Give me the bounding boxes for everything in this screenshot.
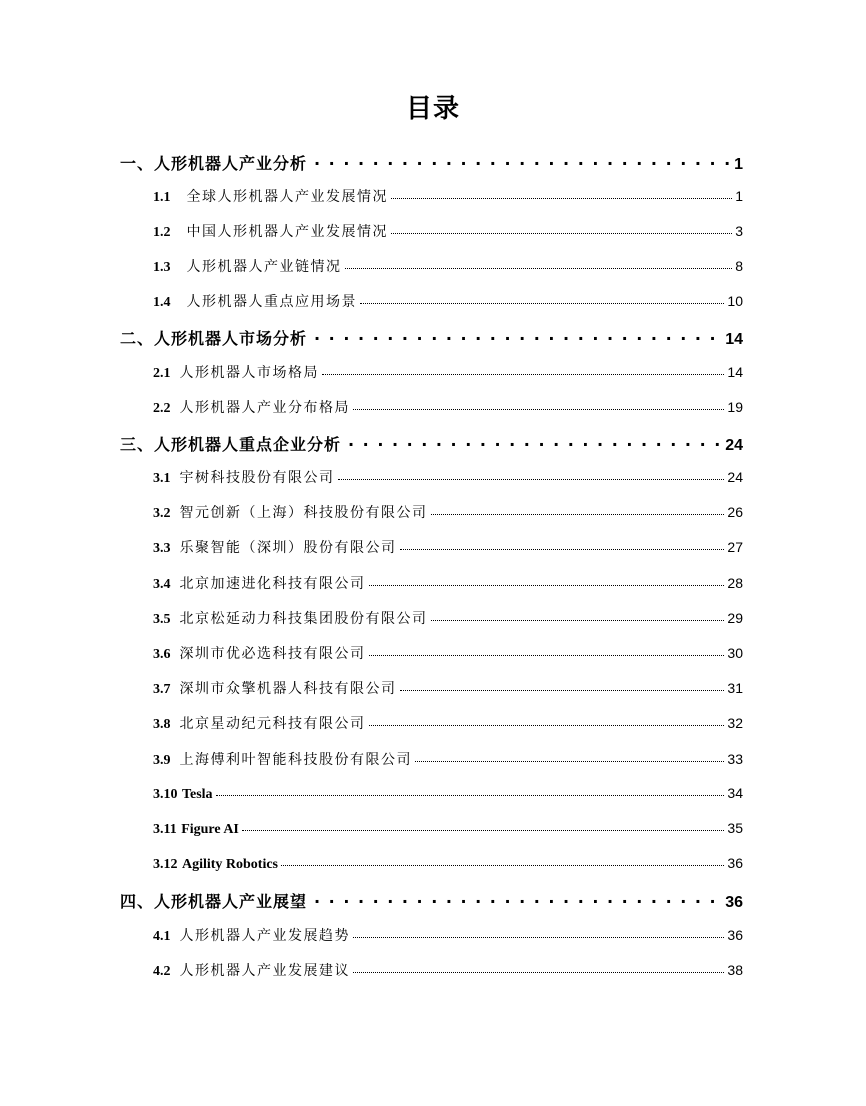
toc-entry-2-1[interactable] — [153, 362, 743, 382]
dot-leader — [216, 784, 725, 798]
dot-leader — [369, 714, 725, 728]
page-number: 33 — [727, 751, 743, 767]
page-number: 30 — [727, 645, 743, 661]
dot-leader — [310, 153, 731, 169]
toc-entry-2-2[interactable] — [153, 397, 743, 417]
entry-label: Tesla — [181, 787, 213, 802]
dot-leader — [353, 398, 724, 412]
page-number: 36 — [727, 855, 743, 871]
dot-leader — [369, 574, 725, 588]
toc-entry-3-5[interactable] — [153, 608, 743, 628]
dot-leader — [391, 222, 732, 236]
entry-label: 北京星动纪元科技有限公司 — [179, 716, 366, 732]
page-number: 26 — [727, 504, 743, 520]
section-label: 三、人形机器人重点企业分析 — [120, 435, 342, 454]
page-number: 36 — [727, 927, 743, 943]
dot-leader — [400, 538, 725, 552]
entry-number: 1.1 — [153, 190, 171, 205]
dot-leader — [322, 363, 724, 377]
entry-label: 人形机器人重点应用场景 — [186, 294, 357, 310]
toc-entry-3-11[interactable] — [153, 819, 743, 838]
entry-label: 智元创新（上海）科技股份有限公司 — [179, 505, 428, 521]
entry-number: 3.8 — [153, 717, 171, 732]
page-number: 27 — [727, 539, 743, 555]
toc-entry-3-10[interactable] — [153, 784, 743, 803]
entry-number: 3.1 — [153, 471, 171, 486]
toc-entry-4-1[interactable] — [153, 925, 743, 945]
toc-entry-3-2[interactable] — [153, 502, 743, 522]
toc-entry-4-2[interactable] — [153, 960, 743, 980]
entry-number: 2.1 — [153, 366, 171, 381]
section-label: 二、人形机器人市场分析 — [120, 329, 308, 348]
entry-number: 3.7 — [153, 682, 171, 697]
page-number: 1 — [734, 156, 743, 173]
toc-entry-1-4[interactable] — [153, 291, 743, 311]
entry-number: 3.10 — [153, 787, 178, 802]
dot-leader — [353, 926, 724, 940]
toc-section-2[interactable] — [120, 326, 743, 349]
toc-entry-3-12[interactable] — [153, 854, 743, 873]
toc-entry-3-4[interactable] — [153, 573, 743, 593]
page-number: 1 — [735, 188, 743, 204]
page-number: 28 — [727, 575, 743, 591]
dot-leader — [369, 644, 725, 658]
dot-leader — [415, 750, 724, 764]
dot-leader — [281, 854, 724, 868]
entry-label: 人形机器人产业发展建议 — [179, 963, 350, 979]
entry-number: 3.11 — [153, 822, 177, 837]
page-number: 35 — [727, 820, 743, 836]
toc-entry-3-3[interactable] — [153, 537, 743, 557]
entry-label: 北京松延动力科技集团股份有限公司 — [179, 611, 428, 627]
entry-number: 1.2 — [153, 225, 171, 240]
entry-label: 人形机器人市场格局 — [179, 365, 319, 381]
page-number: 24 — [725, 437, 743, 454]
dot-leader — [391, 187, 732, 201]
page-number: 29 — [727, 610, 743, 626]
entry-label: 上海傅利叶智能科技股份有限公司 — [179, 752, 412, 768]
toc-entry-1-1[interactable] — [153, 186, 743, 206]
toc-entry-3-6[interactable] — [153, 643, 743, 663]
entry-label: 北京加速进化科技有限公司 — [179, 576, 366, 592]
entry-label: 全球人形机器人产业发展情况 — [186, 189, 388, 205]
toc-entry-1-2[interactable] — [153, 221, 743, 241]
toc-section-4[interactable] — [120, 889, 743, 912]
dot-leader — [360, 292, 724, 306]
entry-number: 4.1 — [153, 929, 171, 944]
entry-number: 3.9 — [153, 753, 171, 768]
page-number: 31 — [727, 680, 743, 696]
dot-leader — [242, 819, 725, 833]
entry-number: 3.5 — [153, 612, 171, 627]
entry-number: 3.3 — [153, 541, 171, 556]
entry-label: 人形机器人产业分布格局 — [179, 400, 350, 416]
entry-number: 1.4 — [153, 295, 171, 310]
entry-number: 4.2 — [153, 964, 171, 979]
toc-entry-3-9[interactable] — [153, 749, 743, 769]
page-number: 34 — [727, 785, 743, 801]
entry-number: 3.2 — [153, 506, 171, 521]
toc-section-3[interactable] — [120, 432, 743, 455]
entry-label: 深圳市优必选科技有限公司 — [179, 646, 366, 662]
entry-label: 深圳市众擎机器人科技有限公司 — [179, 681, 397, 697]
entry-label: 人形机器人产业链情况 — [186, 259, 342, 275]
page-number: 36 — [725, 894, 743, 911]
toc-entry-3-1[interactable] — [153, 467, 743, 487]
dot-leader — [310, 891, 722, 907]
page-number: 10 — [727, 293, 743, 309]
page-number: 8 — [735, 258, 743, 274]
page-title: 目录 — [405, 94, 460, 124]
entry-label: 中国人形机器人产业发展情况 — [186, 224, 388, 240]
entry-label: 宇树科技股份有限公司 — [179, 470, 335, 486]
entry-label: Agility Robotics — [181, 857, 279, 872]
page-number: 19 — [727, 399, 743, 415]
dot-leader — [431, 503, 725, 517]
entry-label: Figure AI — [181, 822, 239, 837]
toc-entry-3-8[interactable] — [153, 713, 743, 733]
entry-number: 2.2 — [153, 401, 171, 416]
page-number: 3 — [735, 223, 743, 239]
dot-leader — [310, 328, 722, 344]
toc-section-1[interactable] — [120, 151, 743, 174]
dot-leader — [344, 434, 722, 450]
page-number: 32 — [727, 715, 743, 731]
entry-number: 3.6 — [153, 647, 171, 662]
dot-leader — [345, 257, 733, 271]
page-number: 14 — [725, 331, 743, 348]
page-number: 38 — [727, 962, 743, 978]
section-label: 一、人形机器人产业分析 — [120, 154, 308, 173]
entry-number: 1.3 — [153, 260, 171, 275]
dot-leader — [400, 679, 725, 693]
entry-number: 3.12 — [153, 857, 178, 872]
section-label: 四、人形机器人产业展望 — [120, 892, 308, 911]
entry-label: 乐聚智能（深圳）股份有限公司 — [179, 540, 397, 556]
toc-entry-3-7[interactable] — [153, 678, 743, 698]
toc-entry-1-3[interactable] — [153, 256, 743, 276]
page-number: 24 — [727, 469, 743, 485]
dot-leader — [338, 468, 725, 482]
entry-number: 3.4 — [153, 577, 171, 592]
page-number: 14 — [727, 364, 743, 380]
dot-leader — [431, 609, 725, 623]
entry-label: 人形机器人产业发展趋势 — [179, 928, 350, 944]
dot-leader — [353, 961, 724, 975]
